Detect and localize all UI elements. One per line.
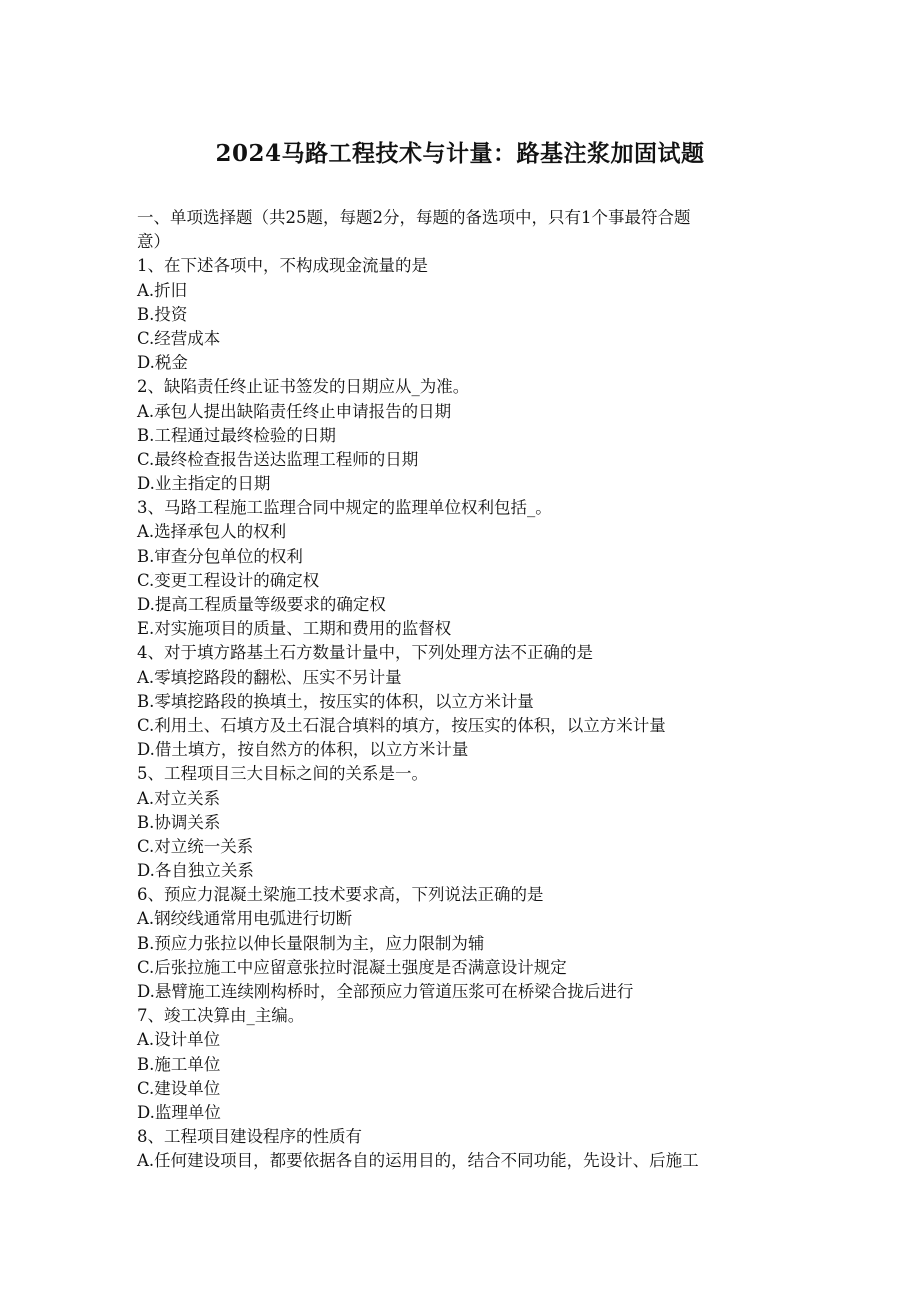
option-line: A.折旧 — [137, 280, 188, 300]
option-line: B.零填挖路段的换填土，按压实的体积，以立方米计量 — [137, 691, 534, 711]
option-line: A.承包人提出缺陷责任终止申请报告的日期 — [137, 401, 452, 421]
document-body — [137, 206, 787, 1174]
section-heading-line-1: 一、单项选择题（共25题，每题2分，每题的备选项中，只有1个事最符合题 — [137, 208, 691, 227]
option-line: B.协调关系 — [137, 812, 221, 832]
option-line: A.对立关系 — [137, 788, 221, 808]
option-line: D.提高工程质量等级要求的确定权 — [137, 595, 386, 614]
option-line: C.经营成本 — [137, 328, 221, 348]
option-line: C.建设单位 — [137, 1078, 221, 1098]
option-line: B.工程通过最终检验的日期 — [137, 425, 336, 445]
page-title: 2024马路工程技术与计量：路基注浆加固试题 — [215, 140, 705, 167]
question-4: 4、对于填方路基土石方数量计量中，下列处理方法不正确的是 — [137, 643, 593, 663]
option-line: A.选择承包人的权利 — [137, 522, 287, 542]
option-line: A.零填挖路段的翻松、压实不另计量 — [137, 667, 402, 687]
option-line: D.税金 — [137, 353, 188, 373]
option-line: B.施工单位 — [137, 1054, 221, 1074]
option-line: A.钢绞线通常用电弧进行切断 — [137, 909, 353, 929]
option-line: C.变更工程设计的确定权 — [137, 570, 320, 590]
option-line: C.利用土、石填方及土石混合填料的填方，按压实的体积，以立方米计量 — [137, 715, 666, 735]
question-7: 7、竣工决算由_主编。 — [137, 1006, 305, 1026]
option-line: B.审查分包单位的权利 — [137, 546, 303, 566]
question-6: 6、预应力混凝土梁施工技术要求高，下列说法正确的是 — [137, 885, 544, 905]
question-2: 2、缺陷责任终止证书签发的日期应从_为准。 — [137, 377, 470, 397]
option-line: A.设计单位 — [137, 1030, 221, 1050]
question-3: 3、马路工程施工监理合同中规定的监理单位权利包括_。 — [137, 498, 552, 518]
question-1: 1、在下述各项中，不构成现金流量的是 — [137, 256, 428, 276]
option-line: C.最终检查报告送达监理工程师的日期 — [137, 449, 419, 469]
option-line: C.后张拉施工中应留意张拉时混凝土强度是否满意设计规定 — [137, 957, 567, 977]
question-8: 8、工程项目建设程序的性质有 — [137, 1127, 362, 1147]
option-line: E.对实施项目的质量、工期和费用的监督权 — [137, 619, 452, 639]
question-5: 5、工程项目三大目标之间的关系是一。 — [137, 764, 428, 784]
section-heading-line-2: 意） — [137, 232, 170, 252]
option-line: B.投资 — [137, 304, 188, 324]
option-line: D.各自独立关系 — [137, 861, 254, 881]
option-line: D.借土填方，按自然方的体积，以立方米计量 — [137, 740, 469, 760]
option-line: D.监理单位 — [137, 1102, 221, 1122]
option-line: C.对立统一关系 — [137, 836, 254, 856]
option-line: B.预应力张拉以伸长量限制为主，应力限制为辅 — [137, 933, 485, 953]
option-line: D.悬臂施工连续刚构桥时，全部预应力管道压浆可在桥梁合拢后进行 — [137, 982, 634, 1001]
option-line: A.任何建设项目，都要依据各自的运用目的，结合不同功能，先设计、后施工 — [137, 1151, 699, 1171]
option-line: D.业主指定的日期 — [137, 474, 271, 494]
